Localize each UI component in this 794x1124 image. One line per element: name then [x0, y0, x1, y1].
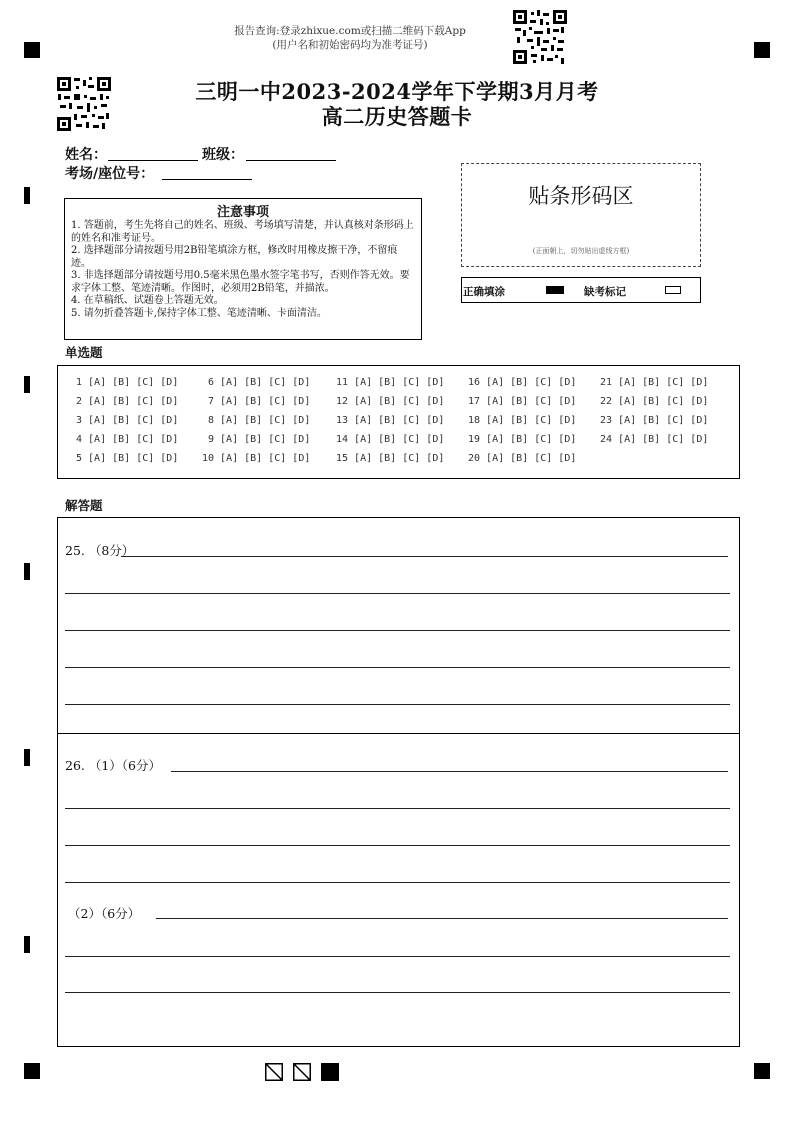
- fill-legend: [461, 277, 701, 303]
- q26-answer-line[interactable]: [65, 956, 730, 957]
- mc-question-12[interactable]: 12 [A] [B] [C] [D]: [336, 396, 445, 407]
- absent-mark-checkbox[interactable]: [665, 286, 681, 294]
- mc-question-11[interactable]: 11 [A] [B] [C] [D]: [336, 377, 445, 388]
- q26-answer-box: [57, 733, 740, 1047]
- corner-mark-top-right: [754, 42, 770, 58]
- report-query-note: [200, 24, 500, 52]
- notice-items: [65, 220, 421, 320]
- notice-item: 1. 答题前，考生先将自己的姓名、班级、考场填写清楚，并认真核对条形码上的姓名和准考证号。: [71, 220, 414, 244]
- mc-question-3[interactable]: 3 [A] [B] [C] [D]: [76, 415, 179, 426]
- side-mark: [24, 936, 30, 953]
- notice-item: 3. 非选择题部分请按题号用0.5毫米黑色墨水签字笔书写，否则作答无效。要求字体工整、笔迹清晰。作图时，必须用2B铅笔，并描浓。: [71, 270, 410, 294]
- notice-item: 2. 选择题部分请按题号用2B铅笔填涂方框，修改时用橡皮擦干净，不留痕迹。: [71, 245, 398, 269]
- page-code-mark-3: [321, 1063, 339, 1081]
- barcode-area-label: 贴条形码区: [528, 184, 634, 208]
- correct-fill-sample: [546, 286, 564, 294]
- q26-answer-line[interactable]: [171, 771, 728, 772]
- name-field[interactable]: [108, 160, 198, 161]
- corner-mark-bottom-left: [24, 1063, 40, 1079]
- q25-answer-line[interactable]: [65, 593, 730, 594]
- mc-question-9[interactable]: 9 [A] [B] [C] [D]: [208, 434, 311, 445]
- q26-answer-line[interactable]: [65, 845, 730, 846]
- notice-item: 4. 在草稿纸、试题卷上答题无效。: [71, 295, 224, 306]
- mc-question-1[interactable]: 1 [A] [B] [C] [D]: [76, 377, 179, 388]
- page-code-mark-1: [265, 1063, 283, 1081]
- mc-question-7[interactable]: 7 [A] [B] [C] [D]: [208, 396, 311, 407]
- mc-question-5[interactable]: 5 [A] [B] [C] [D]: [76, 453, 179, 464]
- corner-mark-top-left: [24, 42, 40, 58]
- page-code-mark-2: [293, 1063, 311, 1081]
- q26-part2-label: （2）（6分）: [68, 906, 141, 921]
- barcode-area-hint: (正面朝上，切勿贴出虚线方框): [532, 247, 630, 255]
- side-mark: [24, 187, 30, 204]
- q26-answer-line[interactable]: [156, 918, 728, 919]
- q25-answer-box: [57, 517, 740, 734]
- single-choice-section-label: 单选题: [65, 345, 103, 360]
- answer-section-label: 解答题: [65, 498, 103, 513]
- qr-code-download: [513, 10, 567, 64]
- mc-question-14[interactable]: 14 [A] [B] [C] [D]: [336, 434, 445, 445]
- mc-question-20[interactable]: 20 [A] [B] [C] [D]: [468, 453, 577, 464]
- mc-question-18[interactable]: 18 [A] [B] [C] [D]: [468, 415, 577, 426]
- mc-question-17[interactable]: 17 [A] [B] [C] [D]: [468, 396, 577, 407]
- q25-answer-line[interactable]: [65, 704, 730, 705]
- exam-title-line1: 三明一中2023-2024学年下学期3月月考: [195, 79, 599, 104]
- side-mark: [24, 563, 30, 580]
- mc-question-24[interactable]: 24 [A] [B] [C] [D]: [600, 434, 709, 445]
- mc-question-2[interactable]: 2 [A] [B] [C] [D]: [76, 396, 179, 407]
- q26-answer-line[interactable]: [65, 992, 730, 993]
- report-query-line2: (用户名和初始密码均为准考证号): [272, 39, 428, 51]
- single-choice-box: [57, 365, 740, 479]
- side-mark: [24, 376, 30, 393]
- mc-question-23[interactable]: 23 [A] [B] [C] [D]: [600, 415, 709, 426]
- mc-question-19[interactable]: 19 [A] [B] [C] [D]: [468, 434, 577, 445]
- q25-label: 25. （8分）: [65, 543, 135, 558]
- q26-answer-line[interactable]: [65, 808, 730, 809]
- q25-answer-line[interactable]: [65, 630, 730, 631]
- mc-question-16[interactable]: 16 [A] [B] [C] [D]: [468, 377, 577, 388]
- class-label: 班级：: [202, 147, 244, 163]
- report-query-line1: 报告查询:登录zhixue.com或扫描二维码下载App: [234, 25, 466, 37]
- q26-answer-line[interactable]: [65, 882, 730, 883]
- corner-mark-bottom-right: [754, 1063, 770, 1079]
- class-field[interactable]: [246, 160, 336, 161]
- mc-question-6[interactable]: 6 [A] [B] [C] [D]: [208, 377, 311, 388]
- q25-answer-line[interactable]: [65, 667, 730, 668]
- mc-question-4[interactable]: 4 [A] [B] [C] [D]: [76, 434, 179, 445]
- correct-fill-label: 正确填涂: [463, 286, 505, 298]
- mc-question-8[interactable]: 8 [A] [B] [C] [D]: [208, 415, 311, 426]
- mc-question-21[interactable]: 21 [A] [B] [C] [D]: [600, 377, 709, 388]
- notice-item: 5. 请勿折叠答题卡,保持字体工整、笔迹清晰、卡面清洁。: [71, 307, 327, 319]
- barcode-area: [461, 163, 701, 267]
- q25-answer-line[interactable]: [121, 556, 728, 557]
- mc-question-15[interactable]: 15 [A] [B] [C] [D]: [336, 453, 445, 464]
- name-label: 姓名：: [65, 147, 107, 163]
- seat-field[interactable]: [162, 179, 252, 180]
- q26-part1-label: 26. （1）（6分）: [65, 758, 162, 773]
- seat-label: 考场/座位号：: [65, 166, 155, 182]
- mc-question-13[interactable]: 13 [A] [B] [C] [D]: [336, 415, 445, 426]
- absent-mark-label: 缺考标记: [584, 286, 626, 298]
- mc-question-22[interactable]: 22 [A] [B] [C] [D]: [600, 396, 709, 407]
- mc-question-10[interactable]: 10 [A] [B] [C] [D]: [202, 453, 311, 464]
- side-mark: [24, 749, 30, 766]
- exam-title-line2: 高二历史答题卡: [321, 104, 473, 129]
- notice-box: [64, 198, 422, 340]
- notice-title: 注意事项: [216, 205, 269, 220]
